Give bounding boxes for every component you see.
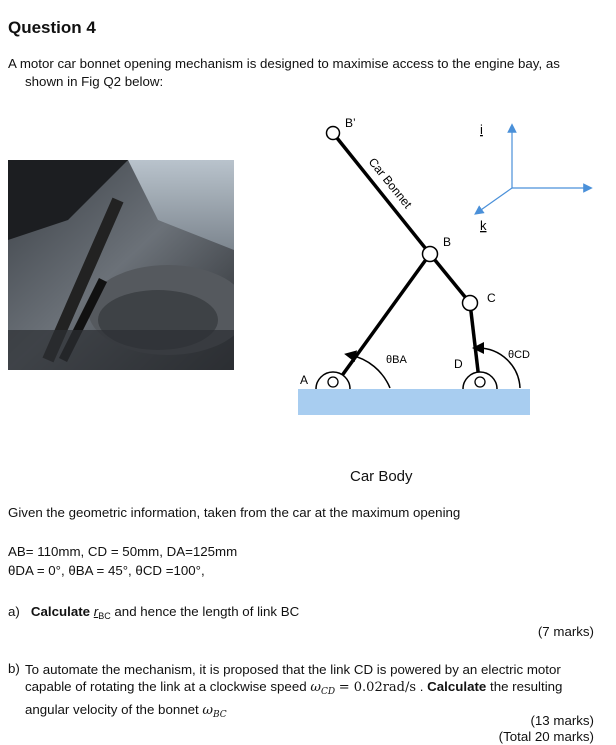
label-theta-cd: θCD [508,349,531,361]
ground-bar [298,389,530,415]
part-b-omega-cd: ω [310,680,321,695]
part-b-letter: b) [8,661,20,676]
part-a-r-sub: BC [98,611,111,621]
link-bonnet [333,133,430,254]
label-b-prime: B’ [345,116,356,130]
question-title: Question 4 [8,18,96,37]
pivot-a [316,372,350,389]
angle-arc-ba [350,355,390,388]
axis-k-arrow [478,188,512,212]
intro-line-1: A motor car bonnet opening mechanism is designed to maximise access to the engine bay, as [8,56,560,71]
label-c: C [487,291,496,305]
part-b-omega-cd-sub: CD [320,687,336,697]
label-theta-ba: θBA [386,354,407,366]
part-b-text-2: the resulting angular velocity of the bonnet [25,679,563,717]
part-b-marks: (13 marks) [530,713,594,728]
mechanism-diagram [0,95,616,435]
joint-c [463,296,478,311]
part-a-r-symbol: r [93,604,99,619]
label-a: A [300,373,309,387]
part-a-question [8,604,299,621]
label-axis-i: i [480,122,483,137]
part-a-marks: (7 marks) [537,624,594,639]
part-a-letter: a) [8,604,20,619]
part-a-calculate: Calculate [30,604,91,619]
part-b-omega-bc: ω [202,703,214,718]
given-intro: Given the geometric information, taken from the car at the maximum opening [8,505,461,520]
part-b-equation: = 0.02rad/s [338,680,417,695]
pivot-d [463,372,497,389]
part-b-dot: . [419,679,424,694]
given-line-1: AB= 110mm, CD = 50mm, DA=125mm [8,544,238,559]
link-bc [430,254,470,303]
total-marks: (Total 20 marks) [498,729,594,744]
part-b-calculate: Calculate [427,679,487,694]
part-b-omega-bc-sub: BC [213,710,227,720]
label-car-bonnet: Car Bonnet [365,155,415,212]
car-body-label: Car Body [350,468,413,485]
joint-b-prime [327,127,340,140]
link-ab [333,254,430,388]
part-b-text-1: To automate the mechanism, it is proposed that the link CD is powered by an electric motor capable of rotating the link at a clockwise speed [25,662,561,694]
joint-b [423,247,438,262]
label-b: B [443,235,452,249]
label-axis-k: k [480,218,487,233]
intro-line-2: shown in Fig Q2 below: [25,74,164,89]
part-a-rest: and hence the length of link BC [114,604,300,619]
given-line-2: θDA = 0°, θBA = 45°, θCD =100°, [8,563,205,578]
label-d: D [454,357,463,371]
part-b-question [25,661,590,724]
